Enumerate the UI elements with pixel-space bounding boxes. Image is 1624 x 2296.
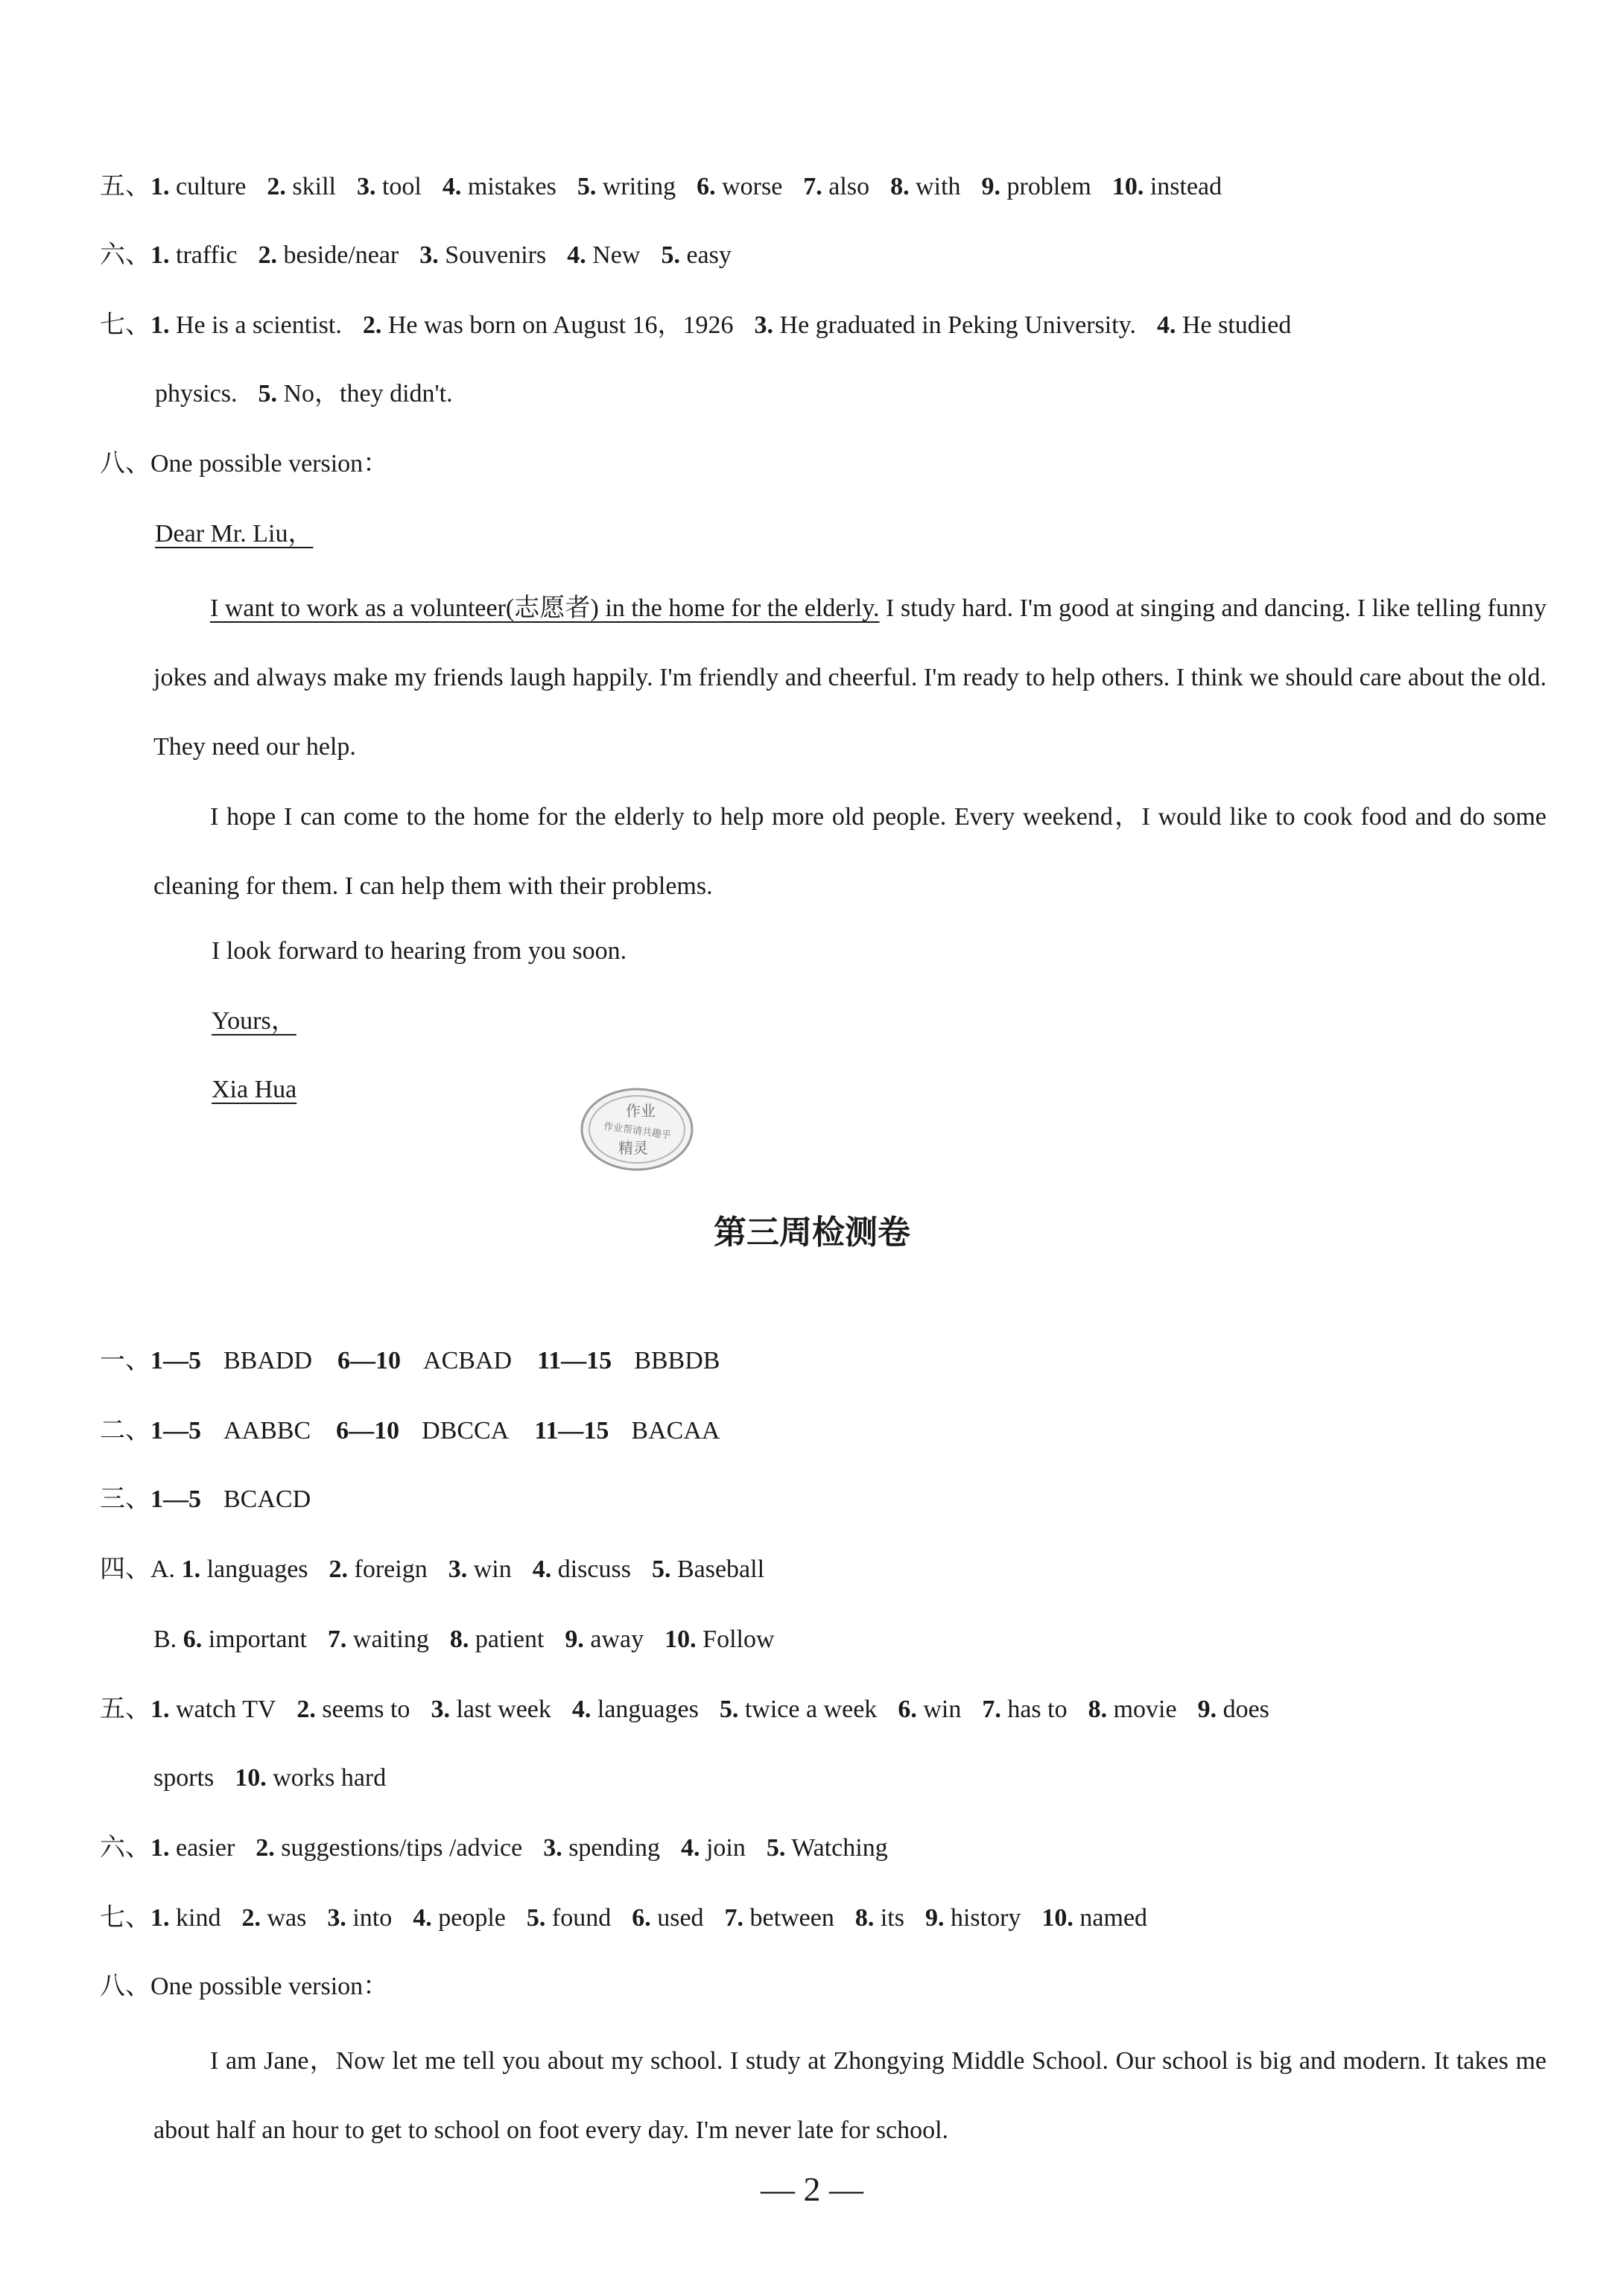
- item-answer: Baseball: [676, 1555, 765, 1583]
- item-number: 5.: [661, 241, 680, 269]
- answer-item: [431, 1696, 551, 1723]
- letter-salutation: [155, 516, 1624, 553]
- item-answer: physics.: [155, 380, 238, 407]
- item-number: 6.: [632, 1904, 651, 1932]
- answer-line-s5-2: [153, 1760, 1624, 1797]
- group-answers: AABBC: [223, 1417, 311, 1444]
- item-answer: New: [592, 241, 641, 269]
- answer-item: [150, 1904, 221, 1932]
- item-number: 1.: [150, 1696, 170, 1723]
- answer-line-s4b: [153, 1621, 1624, 1658]
- answer-item: [413, 1904, 506, 1932]
- stamp-middle-text: 作业帮请共趣乎: [603, 1120, 672, 1142]
- answer-item: [256, 1834, 522, 1862]
- item-number: 4.: [1156, 311, 1176, 339]
- item-answer: patient: [475, 1626, 545, 1653]
- answer-line-7a-1: [100, 307, 1624, 344]
- item-number: 3.: [431, 1696, 450, 1723]
- item-number: 3.: [327, 1904, 346, 1932]
- answer-item: [153, 1764, 214, 1792]
- item-answer: culture: [176, 173, 247, 200]
- item-answer: beside/near: [283, 241, 399, 269]
- item-answer: languages: [597, 1696, 699, 1723]
- intro-text: One possible version：: [150, 450, 389, 478]
- item-answer: join: [705, 1834, 746, 1862]
- item-answer: found: [551, 1904, 612, 1932]
- answer-group: [150, 1417, 311, 1444]
- section-prefix: 三、: [100, 1485, 150, 1513]
- answer-item: [755, 311, 1136, 339]
- answer-groups: [150, 1417, 745, 1444]
- letter-paragraph-2: I hope I can come to the home for the elderly to help more old people. Every weekend，I would like to cook food and do some cleaning for them. I can help them with their problems.: [153, 803, 1547, 900]
- item-number: 5.: [719, 1696, 739, 1723]
- answer-line-7a-2: [155, 375, 1624, 413]
- section-prefix: 四、: [100, 1555, 150, 1583]
- letter-paragraph-3: [212, 933, 1624, 970]
- item-number: 1.: [150, 241, 170, 269]
- signature-text: Xia Hua: [212, 1076, 297, 1103]
- question-range: 11—15: [537, 1347, 612, 1374]
- item-number: 5.: [258, 380, 277, 407]
- item-number: 7.: [724, 1904, 744, 1932]
- section-prefix: 六、: [100, 241, 150, 269]
- item-number: 2.: [362, 311, 382, 339]
- stamp-top-text: 作业: [626, 1102, 656, 1120]
- item-number: 1.: [181, 1555, 201, 1583]
- answer-item: [632, 1904, 703, 1932]
- answer-item: [720, 1696, 877, 1723]
- item-answer: languages: [206, 1555, 308, 1583]
- answer-list: [150, 1904, 1168, 1932]
- item-answer: last week: [456, 1696, 551, 1723]
- item-number: 1.: [150, 173, 170, 200]
- item-answer: important: [208, 1626, 307, 1653]
- answer-list: [150, 1834, 909, 1862]
- item-number: 4.: [680, 1834, 700, 1862]
- answer-line-s4a: [100, 1551, 1624, 1588]
- item-number: 7.: [327, 1626, 347, 1653]
- item-number: 5.: [651, 1555, 671, 1583]
- group-answers: BBADD: [223, 1347, 313, 1374]
- answer-line-s3: [100, 1481, 1624, 1518]
- answer-list: [182, 1555, 785, 1583]
- item-number: 2.: [258, 241, 277, 269]
- item-number: 4.: [571, 1696, 591, 1723]
- question-range: 6—10: [336, 1417, 400, 1444]
- item-number: 8.: [890, 173, 910, 200]
- answer-item: [296, 1696, 410, 1723]
- item-number: 3.: [448, 1555, 468, 1583]
- item-number: 8.: [449, 1626, 469, 1653]
- section-prefix: 六、: [100, 1834, 150, 1862]
- item-number: 9.: [924, 1904, 945, 1932]
- answer-item: [567, 241, 640, 269]
- answer-item: [150, 1834, 235, 1862]
- answer-item: [150, 173, 246, 200]
- closing-text: Yours，: [212, 1007, 296, 1035]
- item-answer: He was born on August 16，1926: [387, 311, 734, 339]
- essay-paragraph: I am Jane，Now let me tell you about my school. I study at Zhongying Middle School. Our school is big and modern. It takes me about half an hour to get to school on foot every day. I'm never late for school.: [153, 2047, 1547, 2144]
- writing-intro-s8: [100, 1968, 1624, 2005]
- item-number: 8.: [854, 1904, 875, 1932]
- item-answer: No，they didn't.: [283, 380, 453, 407]
- question-range: 1—5: [150, 1417, 201, 1444]
- salutation-text: Dear Mr. Liu，: [155, 520, 314, 548]
- answer-line-6a: [100, 237, 1624, 274]
- answer-item: [1112, 173, 1222, 200]
- answer-item: [1088, 1696, 1177, 1723]
- answer-line-s6: [100, 1830, 1624, 1867]
- answer-group: [337, 1347, 512, 1374]
- underlined-sentence: I want to work as a volunteer(志愿者) in the home for the elderly.: [210, 594, 880, 622]
- item-answer: with: [916, 173, 961, 200]
- answer-item: [652, 1555, 764, 1583]
- letter-paragraph-1: [153, 574, 1547, 781]
- item-answer: foreign: [354, 1555, 428, 1583]
- item-number: 1.: [150, 1834, 170, 1862]
- answer-group: [150, 1485, 311, 1513]
- item-number: 2.: [241, 1904, 261, 1932]
- answer-item: [855, 1904, 904, 1932]
- group-answers: BACAA: [631, 1417, 720, 1444]
- answer-list: [150, 311, 1312, 339]
- item-answer: Follow: [702, 1626, 775, 1653]
- item-number: 9.: [981, 173, 1001, 200]
- question-range: 11—15: [534, 1417, 609, 1444]
- answer-item: [572, 1696, 699, 1723]
- item-answer: skill: [292, 173, 336, 200]
- item-answer: Watching: [791, 1834, 888, 1862]
- answer-item: [533, 1555, 631, 1583]
- item-answer: does: [1222, 1696, 1269, 1723]
- item-answer: easier: [176, 1834, 235, 1862]
- item-answer: was: [267, 1904, 307, 1932]
- answer-item: [267, 173, 336, 200]
- item-answer: history: [950, 1904, 1021, 1932]
- section-prefix: 一、: [100, 1347, 150, 1374]
- answer-item: [565, 1626, 644, 1653]
- item-answer: used: [657, 1904, 704, 1932]
- item-answer: problem: [1006, 173, 1091, 200]
- answer-groups: [150, 1347, 745, 1374]
- item-number: 5.: [526, 1904, 546, 1932]
- answer-list: [150, 173, 1243, 200]
- item-answer: win: [923, 1696, 962, 1723]
- item-number: 10.: [1041, 1904, 1073, 1932]
- answer-item: [357, 173, 422, 200]
- stamp-bottom-text: 精灵: [618, 1139, 648, 1157]
- answer-group: [150, 1347, 312, 1374]
- item-answer: mistakes: [467, 173, 556, 200]
- item-answer: worse: [722, 173, 783, 200]
- answer-item: [661, 241, 731, 269]
- item-answer: people: [438, 1904, 506, 1932]
- item-number: 7.: [982, 1696, 1001, 1723]
- item-answer: twice a week: [744, 1696, 878, 1723]
- answer-item: [681, 1834, 746, 1862]
- answer-item: [1041, 1904, 1147, 1932]
- answer-item: [258, 380, 453, 407]
- item-number: 4.: [567, 241, 586, 269]
- answer-item: [183, 1626, 307, 1653]
- answer-item: [1198, 1696, 1269, 1723]
- answer-item: [419, 241, 546, 269]
- item-answer: tool: [381, 173, 422, 200]
- item-number: 10.: [235, 1764, 267, 1792]
- answer-line-s1: [100, 1342, 1624, 1380]
- item-answer: Souvenirs: [445, 241, 547, 269]
- group-answers: BBBDB: [634, 1347, 720, 1374]
- answer-list: [155, 380, 474, 407]
- item-answer: has to: [1007, 1696, 1068, 1723]
- answer-groups: [150, 1485, 336, 1513]
- answer-line-s7: [100, 1900, 1624, 1937]
- section-prefix: 八、: [100, 450, 150, 478]
- item-answer: He studied: [1181, 311, 1292, 339]
- answer-item: [1157, 311, 1291, 339]
- group-answers: BCACD: [223, 1485, 311, 1513]
- item-answer: between: [749, 1904, 834, 1932]
- question-range: 6—10: [337, 1347, 402, 1374]
- item-number: 2.: [296, 1696, 316, 1723]
- paragraph-text: I look forward to hearing from you soon.: [212, 937, 627, 965]
- section-prefix: 八、: [100, 1973, 150, 2000]
- item-answer: seems to: [322, 1696, 410, 1723]
- answer-line-5a: [100, 168, 1624, 206]
- question-range: 1—5: [150, 1485, 201, 1513]
- section-prefix: 七、: [100, 311, 150, 339]
- item-answer: waiting: [352, 1626, 429, 1653]
- item-number: 4.: [532, 1555, 552, 1583]
- group-answers: DBCCA: [422, 1417, 510, 1444]
- answer-line-s2: [100, 1412, 1624, 1450]
- item-number: 3.: [419, 241, 439, 269]
- item-answer: watch TV: [176, 1696, 276, 1723]
- item-answer: named: [1079, 1904, 1148, 1932]
- answer-item: [241, 1904, 306, 1932]
- item-answer: discuss: [557, 1555, 631, 1583]
- item-number: 7.: [803, 173, 822, 200]
- answer-item: [803, 173, 869, 200]
- item-answer: movie: [1113, 1696, 1177, 1723]
- answer-item: [150, 1696, 276, 1723]
- item-number: 3.: [356, 173, 376, 200]
- item-answer: into: [352, 1904, 393, 1932]
- letter-closing: [212, 1003, 1624, 1040]
- answer-list: [150, 241, 752, 269]
- item-answer: spending: [568, 1834, 660, 1862]
- answer-item: [182, 1555, 308, 1583]
- intro-text: One possible version：: [150, 1973, 389, 2000]
- question-range: 1—5: [150, 1347, 201, 1374]
- item-number: 2.: [329, 1555, 349, 1583]
- answer-item: [235, 1764, 386, 1792]
- item-number: 2.: [256, 1834, 275, 1862]
- item-number: 4.: [442, 173, 462, 200]
- item-answer: easy: [686, 241, 732, 269]
- item-answer: win: [473, 1555, 512, 1583]
- section-heading: 第三周检测卷: [714, 1214, 910, 1252]
- answer-item: [577, 173, 676, 200]
- answer-item: [725, 1904, 834, 1932]
- answer-item: [363, 311, 734, 339]
- answer-item: [329, 1555, 428, 1583]
- answer-item: [527, 1904, 611, 1932]
- item-number: 3.: [754, 311, 774, 339]
- item-answer: kind: [176, 1904, 221, 1932]
- paragraph-text: I study hard. I'm good at singing and dancing. I like telling funny jokes and always make my friends laugh happily. I'm friendly and cheerful. I'm ready to help others. I think we should care about the old. They need our help.: [153, 594, 1547, 761]
- item-number: 6.: [898, 1696, 917, 1723]
- answer-list: [150, 1696, 1290, 1723]
- stamp-seal-icon: [574, 1085, 700, 1174]
- answer-item: [767, 1834, 888, 1862]
- answer-item: [898, 1696, 961, 1723]
- answer-item: [543, 1834, 660, 1862]
- answer-item: [890, 173, 960, 200]
- item-number: 10.: [1111, 173, 1144, 200]
- item-answer: also: [828, 173, 870, 200]
- item-answer: He is a scientist.: [176, 311, 342, 339]
- group-answers: ACBAD: [423, 1347, 513, 1374]
- item-answer: its: [880, 1904, 904, 1932]
- answer-item: [664, 1626, 774, 1653]
- item-number: 6.: [183, 1626, 203, 1653]
- answer-list: [153, 1764, 407, 1792]
- answer-item: [925, 1904, 1021, 1932]
- answer-item: [982, 173, 1091, 200]
- writing-intro-8a: [100, 445, 1624, 483]
- page-number: — 2 —: [761, 2170, 863, 2208]
- item-number: 5.: [577, 173, 597, 200]
- answer-item: [327, 1904, 392, 1932]
- answer-item: [155, 380, 238, 407]
- answer-item: [448, 1555, 512, 1583]
- item-number: 9.: [565, 1626, 584, 1653]
- item-answer: works hard: [273, 1764, 387, 1792]
- section-prefix: 七、: [100, 1904, 150, 1932]
- item-answer: sports: [153, 1764, 215, 1792]
- section-prefix: 五、: [100, 173, 150, 200]
- item-number: 2.: [267, 173, 286, 200]
- item-number: 1.: [150, 1904, 170, 1932]
- item-answer: away: [590, 1626, 644, 1653]
- answer-item: [443, 173, 556, 200]
- answer-item: [697, 173, 782, 200]
- letter-signature: [212, 1071, 1624, 1109]
- item-answer: suggestions/tips /advice: [281, 1834, 523, 1862]
- answer-group: [537, 1347, 720, 1374]
- answer-item: [258, 241, 399, 269]
- answer-list: [183, 1626, 796, 1653]
- answer-item: [150, 311, 342, 339]
- item-number: 3.: [543, 1834, 562, 1862]
- item-answer: instead: [1149, 173, 1222, 200]
- section-prefix: 五、: [100, 1696, 150, 1723]
- answer-line-s5-1: [100, 1691, 1624, 1728]
- answer-item: [150, 241, 237, 269]
- item-answer: traffic: [176, 241, 238, 269]
- item-number: 8.: [1088, 1696, 1108, 1723]
- item-number: 4.: [413, 1904, 432, 1932]
- item-answer: He graduated in Peking University.: [779, 311, 1136, 339]
- item-number: 10.: [664, 1626, 697, 1653]
- item-number: 5.: [766, 1834, 786, 1862]
- part-label: A.: [150, 1555, 176, 1583]
- answer-group: [534, 1417, 720, 1444]
- answer-item: [450, 1626, 545, 1653]
- section-prefix: 二、: [100, 1417, 150, 1444]
- answer-item: [328, 1626, 429, 1653]
- item-number: 1.: [150, 311, 170, 339]
- answer-item: [982, 1696, 1067, 1723]
- part-label: B.: [153, 1626, 177, 1653]
- item-number: 6.: [697, 173, 716, 200]
- item-answer: writing: [602, 173, 676, 200]
- answer-group: [336, 1417, 509, 1444]
- item-number: 9.: [1197, 1696, 1217, 1723]
